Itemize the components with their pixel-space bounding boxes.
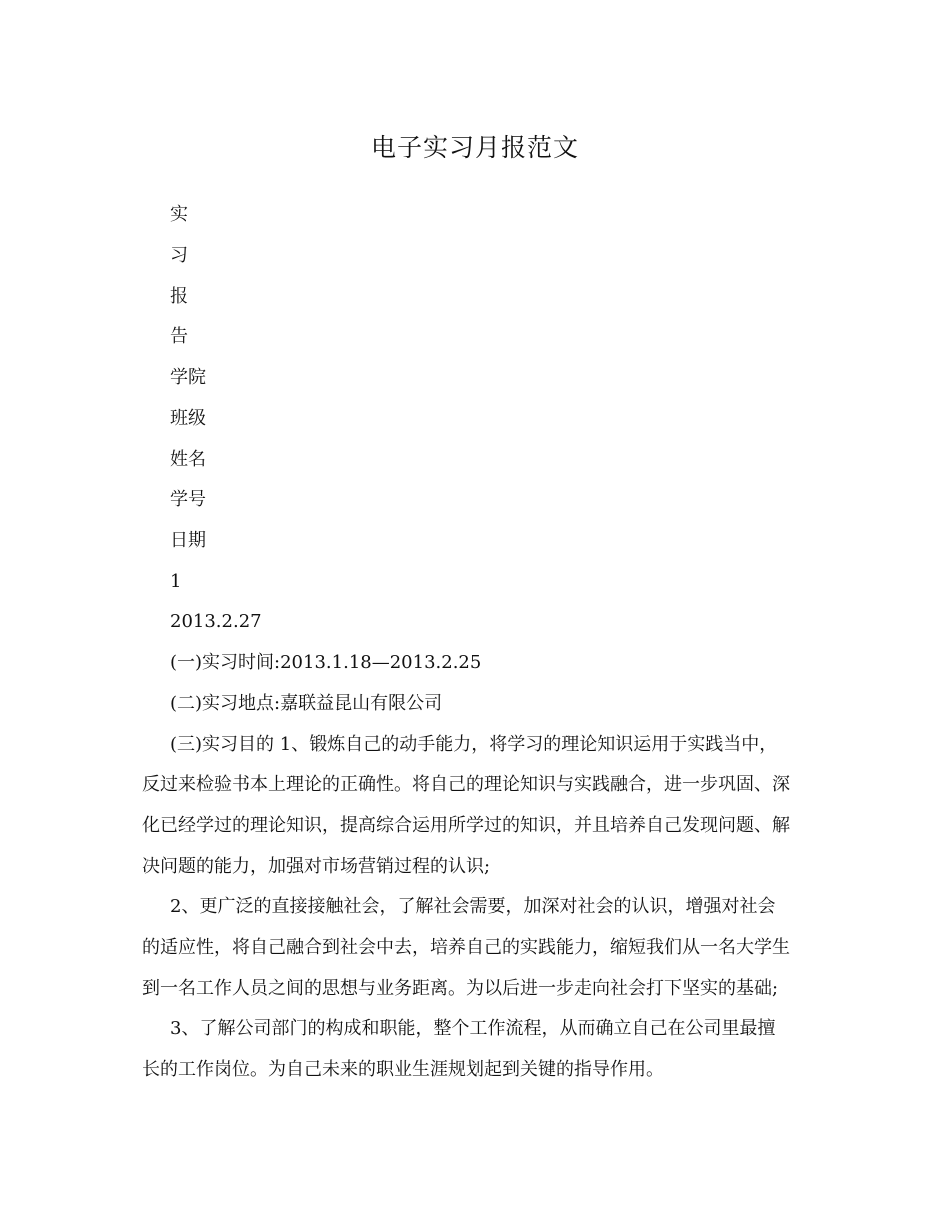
cover-line: 习 [170, 245, 188, 266]
point-two-line: 2、更广泛的直接接触社会，了解社会需要，加深对社会的认识，增强对社会 [170, 896, 776, 917]
internship-place: (二)实习地点:嘉联益昆山有限公司 [170, 693, 443, 714]
cover-line-class: 班级 [170, 408, 206, 429]
cover-line-date-value: 2013.2.27 [170, 611, 262, 632]
cover-line-number: 1 [170, 571, 182, 592]
purpose-line: 化已经学过的理论知识，提高综合运用所学过的知识，并且培养自己发现问题、解 [142, 815, 790, 836]
point-three-line: 长的工作岗位。为自己未来的职业生涯规划起到关键的指导作用。 [142, 1059, 664, 1080]
cover-line-date: 日期 [170, 530, 206, 551]
cover-line-student-id: 学号 [170, 489, 206, 510]
purpose-line: 反过来检验书本上理论的正确性。将自己的理论知识与实践融合，进一步巩固、深 [142, 774, 790, 795]
cover-line: 实 [170, 204, 188, 225]
point-two-line: 到一名工作人员之间的思想与业务距离。为以后进一步走向社会打下坚实的基础; [142, 978, 779, 999]
cover-line-name: 姓名 [170, 449, 206, 470]
document-title: 电子实习月报范文 [370, 133, 579, 162]
purpose-line: 决问题的能力，加强对市场营销过程的认识; [142, 856, 491, 877]
point-three-line: 3、了解公司部门的构成和职能，整个工作流程，从而确立自己在公司里最擅 [170, 1018, 776, 1039]
cover-line: 告 [170, 326, 188, 347]
internship-time: (一)实习时间:2013.1.18—2013.2.25 [170, 652, 482, 673]
purpose-line: (三)实习目的 1、锻炼自己的动手能力，将学习的理论知识运用于实践当中， [170, 734, 778, 755]
cover-line: 报 [170, 286, 188, 307]
point-two-line: 的适应性，将自己融合到社会中去，培养自己的实践能力，缩短我们从一名大学生 [142, 937, 790, 958]
cover-line-college: 学院 [170, 367, 206, 388]
